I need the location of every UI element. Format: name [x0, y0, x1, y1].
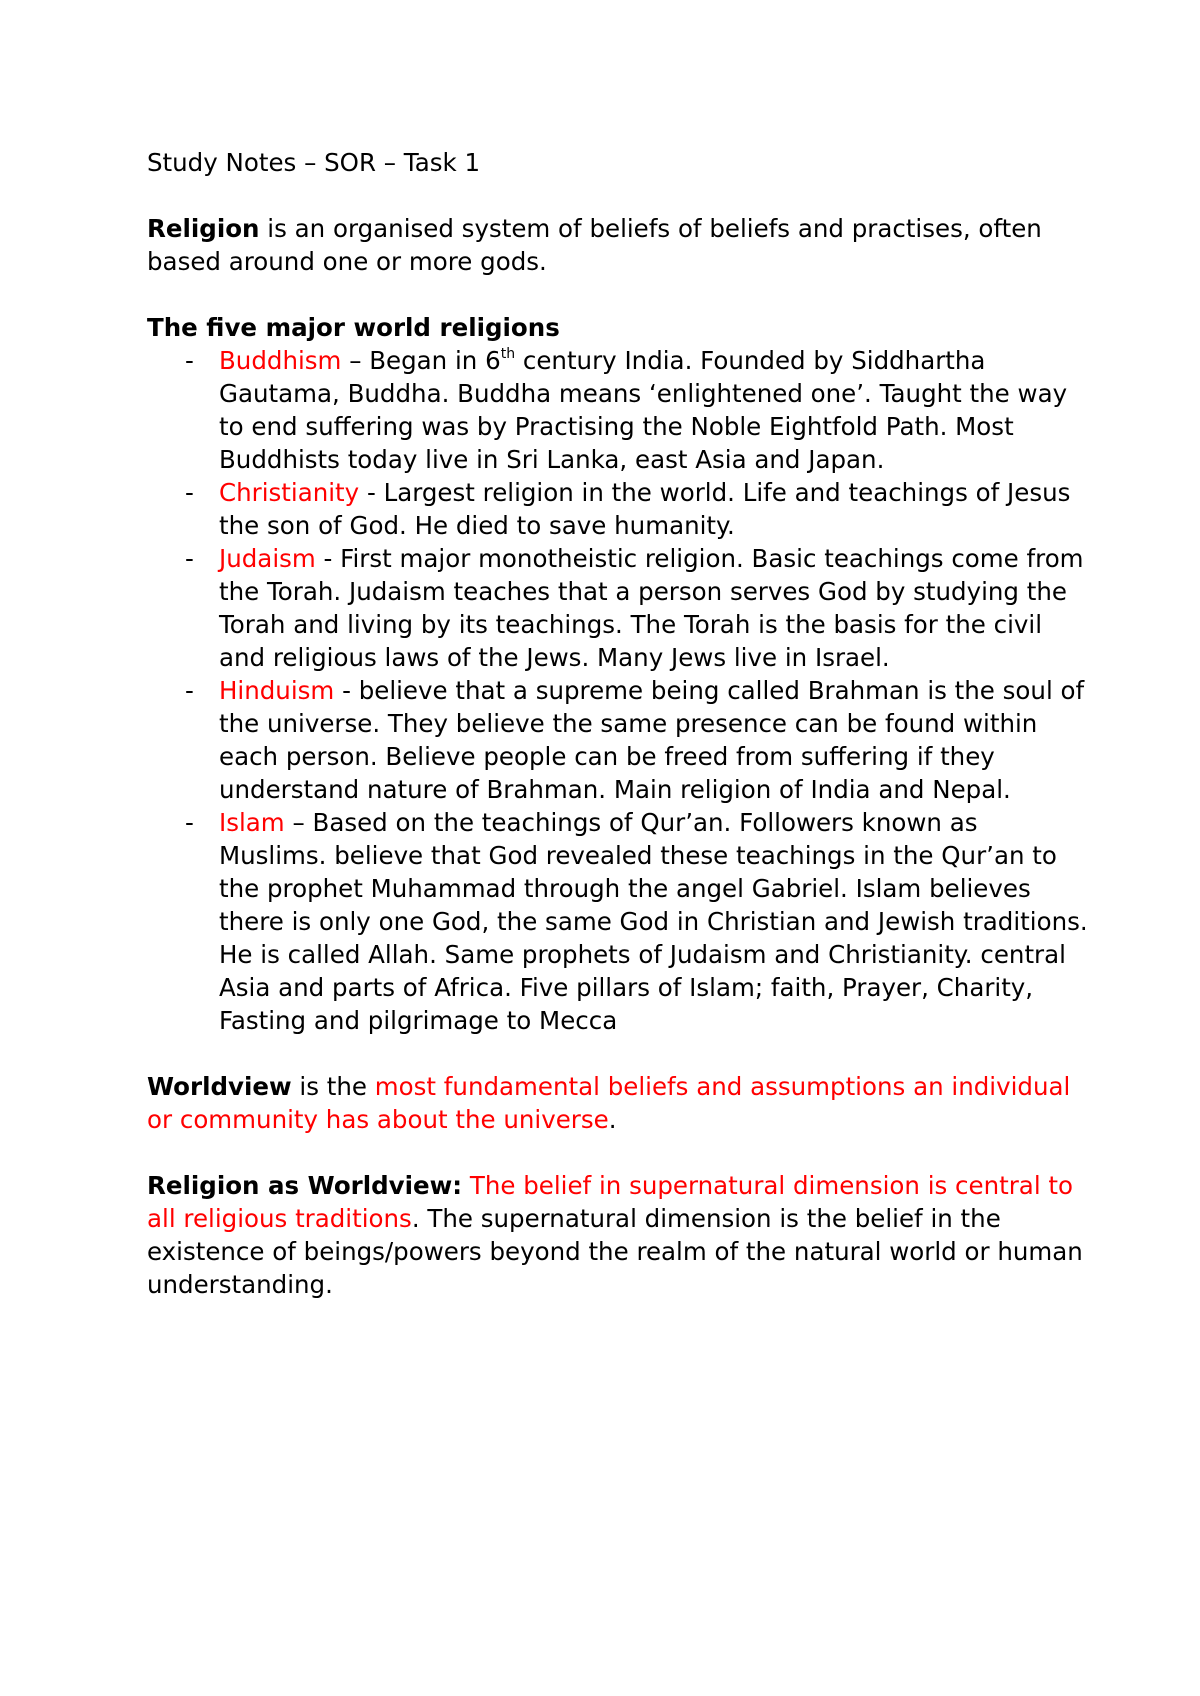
- spacer: [147, 1136, 1087, 1169]
- religion-definition-text: is an organised system of beliefs of beliefs and practises, often based around one or more gods.: [147, 214, 1042, 276]
- bullet-dash: -: [185, 478, 194, 507]
- bullet-dash: -: [185, 808, 194, 837]
- list-item-hinduism: [147, 674, 1091, 806]
- religion-text: - First major monotheistic religion. Basic teachings come from the Torah. Judaism teaches that a person serves God by studying the Torah and living by its teachings. The Torah is the basis for the civil and religious laws of the Jews. Many Jews live in Israel.: [219, 544, 1084, 672]
- bullet-dash: -: [185, 544, 194, 573]
- religion-worldview-text: . The supernatural dimension is the belief in the existence of beings/powers beyond the realm of the natural world or human understanding.: [147, 1204, 1083, 1299]
- religion-name-buddhism: Buddhism: [219, 346, 342, 375]
- religions-list: [147, 344, 1087, 1037]
- worldview-definition: [147, 1070, 1087, 1136]
- spacer: [147, 179, 1087, 212]
- religion-name-hinduism: Hinduism: [219, 676, 335, 705]
- spacer: [147, 1037, 1087, 1070]
- worldview-highlight: most fundamental beliefs and assumptions an individual or community has about the universe: [147, 1072, 1071, 1134]
- list-item-islam: [147, 806, 1091, 1037]
- worldview-connector: is the: [291, 1072, 375, 1101]
- list-item-christianity: [147, 476, 1091, 542]
- religion-text: century India. Founded by Siddhartha Gautama, Buddha. Buddha means ‘enlightened one’. Taught the way to end suffering was by Practising the Noble Eightfold Path. Most Buddhists today live in Sri Lanka, east Asia and Japan.: [219, 346, 1068, 474]
- list-item-buddhism: [147, 344, 1091, 476]
- religion-text: - believe that a supreme being called Brahman is the soul of the universe. They believe the same presence can be found within each person. Believe people can be freed from suffering if they understand nature of Brahman. Main religion of India and Nepal.: [219, 676, 1085, 804]
- religion-text: – Began in 6: [341, 346, 501, 375]
- religion-worldview-term: Religion as Worldview:: [147, 1171, 463, 1200]
- religion-as-worldview: [147, 1169, 1087, 1301]
- religion-name-judaism: Judaism: [219, 544, 316, 573]
- bullet-dash: -: [185, 346, 194, 375]
- spacer: [147, 278, 1087, 311]
- worldview-end: .: [608, 1105, 617, 1134]
- religion-worldview-highlight: The belief in supernatural dimension is central to all religious traditions: [147, 1171, 1074, 1233]
- worldview-term: Worldview: [147, 1072, 292, 1101]
- religion-name-christianity: Christianity: [219, 478, 360, 507]
- bullet-dash: -: [185, 676, 194, 705]
- document-title: Study Notes – SOR – Task 1: [147, 148, 481, 177]
- religion-term: Religion: [147, 214, 260, 243]
- ordinal-suffix: th: [500, 346, 516, 362]
- list-item-judaism: [147, 542, 1091, 674]
- religion-text: - Largest religion in the world. Life and teachings of Jesus the son of God. He died to save humanity.: [219, 478, 1071, 540]
- religion-text: – Based on the teachings of Qur’an. Followers known as Muslims. believe that God revealed these teachings in the Qur’an to the prophet Muhammad through the angel Gabriel. Islam believes there is only one God, the same God in Christian and Jewish traditions. He is called Allah. Same prophets of Judaism and Christianity. central Asia and parts of Africa. Five pillars of Islam; faith, Prayer, Charity, Fasting and pilgrimage to Mecca: [219, 808, 1088, 1035]
- religion-name-islam: Islam: [219, 808, 285, 837]
- document-page: [147, 146, 1087, 1301]
- religions-heading: The five major world religions: [147, 313, 560, 342]
- religion-definition: [147, 212, 1087, 278]
